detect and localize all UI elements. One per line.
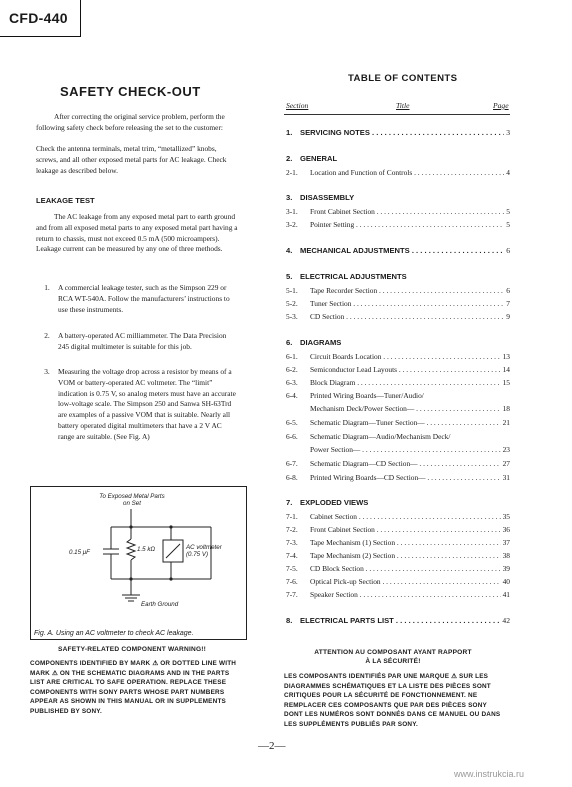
toc-entry-title: Location and Function of Controls . . . (310, 168, 504, 177)
method-item (36, 367, 238, 443)
toc-entry-title: Circuit Boards Location . . . (310, 352, 501, 361)
toc-num: 5-2. (286, 299, 298, 308)
method-text: Measuring the voltage drop across a resistor by means of a VOM or battery-operated AC voltmeter. The “limit” indication is 0.75 V, so analog meters must have an accurate low-voltage scale. The Simpson 250 and Sanwa SH-63Trd are examples of a passive VOM that is suitable. Nearly all battery operated digital multimeters that have a 2 V AC range are suitable. (See Fig. A) (58, 367, 236, 441)
toc-row-6-7[interactable] (286, 459, 510, 468)
french-heading-line-2: À LA SÉCURITÉ! (365, 658, 421, 665)
toc-page: 6 (506, 246, 510, 255)
toc-entry-title: Schematic Diagram—Audio/Mechanism Deck/ (310, 432, 451, 441)
toc-num: 7. (286, 498, 293, 507)
toc-num: 6-1. (286, 352, 298, 361)
toc-entry-title: Tape Mechanism (2) Section . . . (310, 551, 501, 560)
toc-section-1[interactable] (286, 128, 510, 137)
toc-row-6-6[interactable] (286, 432, 510, 441)
toc-num: 3. (286, 193, 293, 202)
toc-num: 7-1. (286, 512, 298, 521)
warning-heading: SAFETY-RELATED COMPONENT WARNING!! (58, 646, 207, 653)
voltmeter-label: AC voltmeter (0.75 V) (186, 544, 222, 558)
toc-row-7-6[interactable] (286, 577, 510, 586)
toc-page: 31 (502, 473, 510, 482)
toc-entry-title: Tape Recorder Section . . . (310, 286, 504, 295)
toc-divider (284, 114, 510, 115)
toc-num: 6-4. (286, 391, 298, 400)
figure-caption: Fig. A. Using an AC voltmeter to check AC leakage. (34, 630, 194, 637)
toc-row-6-4[interactable] (286, 391, 510, 400)
page-number: —2— (258, 740, 286, 752)
toc-entry-title: Cabinet Section . . . (310, 512, 501, 521)
toc-entry-title: ELECTRICAL ADJUSTMENTS (300, 272, 407, 281)
toc-page: 13 (502, 352, 510, 361)
toc-num: 3-1. (286, 207, 298, 216)
toc-row-7-4[interactable] (286, 551, 510, 560)
ground-label: Earth Ground (141, 601, 179, 608)
toc-row-5-2[interactable] (286, 299, 510, 308)
toc-section-3[interactable] (286, 193, 510, 202)
toc-page: 21 (502, 418, 510, 427)
toc-num-spacer (286, 445, 310, 454)
toc-page: 35 (502, 512, 510, 521)
toc-entry-title: Printed Wiring Boards—CD Section— . . . (310, 473, 501, 482)
toc-num: 7-6. (286, 577, 298, 586)
toc-num: 2. (286, 154, 293, 163)
safety-customer: Check the antenna terminals, metal trim, “metallized” knobs, screws, and all other exposed metal parts for AC leakage. Check leakage as described below. (36, 144, 227, 175)
toc-entry-title: Front Cabinet Section . . . (310, 207, 504, 216)
safety-intro: After correcting the original service problem, perform the following safety check before releasing the set to the customer: (36, 112, 225, 132)
safety-title: SAFETY CHECK-OUT (60, 84, 201, 99)
toc-page: 6 (506, 286, 510, 295)
toc-section-6[interactable] (286, 338, 510, 347)
toc-page: 37 (502, 538, 510, 547)
toc-row-7-3[interactable] (286, 538, 510, 547)
toc-page: 40 (502, 577, 510, 586)
toc-page: 18 (502, 404, 510, 413)
figure-top-label: To Exposed Metal Parts on Set (99, 493, 165, 507)
toc-entry-title: Printed Wiring Boards—Tuner/Audio/ (310, 391, 424, 400)
toc-entry-title: Pointer Setting . . . (310, 220, 504, 229)
toc-num: 6-3. (286, 378, 298, 387)
toc-page: 5 (506, 220, 510, 229)
toc-entry-title: EXPLODED VIEWS (300, 498, 369, 507)
toc-entry-title: MECHANICAL ADJUSTMENTS . . . (300, 246, 504, 255)
toc-entry-title: Tuner Section . . . (310, 299, 504, 308)
toc-entry-title: Speaker Section . . . (310, 590, 501, 599)
toc-section-4[interactable] (286, 246, 510, 255)
toc-page: 15 (502, 378, 510, 387)
toc-page: 42 (502, 616, 510, 625)
toc-section-2[interactable] (286, 154, 510, 163)
toc-entry-title: Optical Pick-up Section . . . (310, 577, 501, 586)
toc-entry-title: Power Section— . . . (310, 445, 501, 454)
toc-col-title: Title (396, 101, 410, 110)
toc-row-3-1[interactable] (286, 207, 510, 216)
toc-entry-title: Mechanism Deck/Power Section— . . . (310, 404, 501, 413)
toc-page: 5 (506, 207, 510, 216)
toc-page: 7 (506, 299, 510, 308)
toc-page: 39 (502, 564, 510, 573)
toc-num: 2-1. (286, 168, 298, 177)
warning-text: COMPONENTS IDENTIFIED BY MARK ⚠ OR DOTTED LINE WITH MARK ⚠ ON THE SCHEMATIC DIAGRAMS AND IN THE PARTS LIST ARE CRITICAL TO SAFE OPERATION. REPLACE THESE COMPONENTS WITH SONY PARTS WHOSE PART NUMBERS APPEAR AS SHOWN IN THIS MANUAL OR IN SUPPLEMENTS PUBLISHED BY SONY. (30, 660, 237, 715)
toc-num: 6-7. (286, 459, 298, 468)
leakage-text: The AC leakage from any exposed metal part to earth ground and from all exposed metal parts to any exposed metal part having a return to chassis, must not exceed 0.5 mA (500 microampers). Leakage current can be measured by any one of three methods. (36, 212, 238, 254)
toc-col-section: Section (286, 101, 309, 110)
toc-page: 14 (502, 365, 510, 374)
french-warning-text: LES COMPOSANTS IDENTIFIÉS PAR UNE MARQUE ⚠ SUR LES DIAGRAMMES SCHÉMATIQUES ET LA LISTE DES PIÈCES SONT CRITIQUES POUR LA SÉCURITÉ DE FONCTIONNEMENT. NE REMPLACER CES COMPOSANTS QUE PAR DES PIÈCES SONY DONT LES NUMÉROS SONT DONNÉS DANS CE MANUEL OU DANS LES SUPPLÉMENTS PUBLIÉS PAR SONY. (284, 673, 501, 728)
toc-num: 6-2. (286, 365, 298, 374)
toc-row-5-1[interactable] (286, 286, 510, 295)
toc-entry-title: Schematic Diagram—CD Section— . . . (310, 459, 501, 468)
toc-row-7-7[interactable] (286, 590, 510, 599)
toc-num: 6-6. (286, 432, 298, 441)
toc-col-page: Page (493, 101, 509, 110)
method-number: 2. (44, 331, 50, 340)
toc-num-spacer (286, 404, 310, 413)
toc-num: 6. (286, 338, 293, 347)
toc-num: 7-2. (286, 525, 298, 534)
toc-entry-title: DISASSEMBLY (300, 193, 355, 202)
model-number: CFD-440 (9, 10, 68, 26)
toc-entry-title: DIAGRAMS (300, 338, 342, 347)
toc-num: 1. (286, 128, 293, 137)
toc-num: 7-7. (286, 590, 298, 599)
toc-row-2-1[interactable] (286, 168, 510, 177)
method-text: A commercial leakage tester, such as the Simpson 229 or RCA WT-540A. Follow the manufacturers’ instructions to use these instruments. (58, 283, 230, 314)
toc-num: 5-3. (286, 312, 298, 321)
capacitor-label: 0.15 μF (69, 549, 90, 556)
toc-row-6-5[interactable] (286, 418, 510, 427)
toc-page: 38 (502, 551, 510, 560)
toc-entry-title: CD Section . . . (310, 312, 504, 321)
french-heading-line-1: ATTENTION AU COMPOSANT AYANT RAPPORT (314, 649, 472, 656)
toc-section-5[interactable] (286, 272, 510, 281)
toc-num: 4. (286, 246, 293, 255)
toc-page: 36 (502, 525, 510, 534)
toc-entry-title: ELECTRICAL PARTS LIST . . . (300, 616, 500, 625)
toc-num: 5-1. (286, 286, 298, 295)
method-item (36, 283, 238, 315)
leakage-circuit-diagram (31, 487, 246, 639)
method-text: A battery-operated AC milliammeter. The Data Precision 245 digital multimeter is suitable for this job. (58, 331, 227, 351)
toc-num: 3-2. (286, 220, 298, 229)
toc-row-7-2[interactable] (286, 525, 510, 534)
toc-entry-title: Schematic Diagram—Tuner Section— . . . (310, 418, 501, 427)
toc-entry-title: GENERAL (300, 154, 338, 163)
toc-row-7-1[interactable] (286, 512, 510, 521)
french-heading (288, 648, 498, 666)
method-number: 3. (44, 367, 50, 376)
resistor-label: 1.5 kΩ (137, 546, 156, 553)
figure-a (30, 486, 247, 640)
toc-row-7-5[interactable] (286, 564, 510, 573)
toc-num: 7-5. (286, 564, 298, 573)
method-number: 1. (44, 283, 50, 292)
toc-row-6-2[interactable] (286, 365, 510, 374)
toc-row-6-1[interactable] (286, 352, 510, 361)
toc-entry-title: Front Cabinet Section . . . (310, 525, 501, 534)
leakage-heading: LEAKAGE TEST (36, 196, 95, 205)
toc-title: TABLE OF CONTENTS (348, 73, 458, 84)
toc-entry-title: Block Diagram . . . (310, 378, 501, 387)
toc-page: 9 (506, 312, 510, 321)
toc-page: 27 (502, 459, 510, 468)
watermark: www.instrukcia.ru (454, 769, 525, 779)
toc-page: 23 (502, 445, 510, 454)
toc-section-8[interactable] (286, 616, 510, 625)
toc-num: 6-8. (286, 473, 298, 482)
toc-row-5-3[interactable] (286, 312, 510, 321)
toc-row-3-2[interactable] (286, 220, 510, 229)
toc-row-6-4-cont[interactable] (286, 404, 510, 413)
toc-page: 41 (502, 590, 510, 599)
toc-entry-title: CD Block Section . . . (310, 564, 501, 573)
toc-row-6-8[interactable] (286, 473, 510, 482)
toc-num: 7-4. (286, 551, 298, 560)
toc-row-6-3[interactable] (286, 378, 510, 387)
toc-page: 4 (506, 168, 510, 177)
toc-entry-title: Semiconductor Lead Layouts . . . (310, 365, 501, 374)
toc-num: 6-5. (286, 418, 298, 427)
toc-num: 7-3. (286, 538, 298, 547)
method-item (36, 331, 238, 353)
toc-num: 5. (286, 272, 293, 281)
toc-entry-title: Tape Mechanism (1) Section . . . (310, 538, 501, 547)
toc-row-6-6-cont[interactable] (286, 445, 510, 454)
toc-num: 8. (286, 616, 293, 625)
toc-page: 3 (506, 128, 510, 137)
toc-section-7[interactable] (286, 498, 510, 507)
toc-entry-title: SERVICING NOTES . . . (300, 128, 504, 137)
